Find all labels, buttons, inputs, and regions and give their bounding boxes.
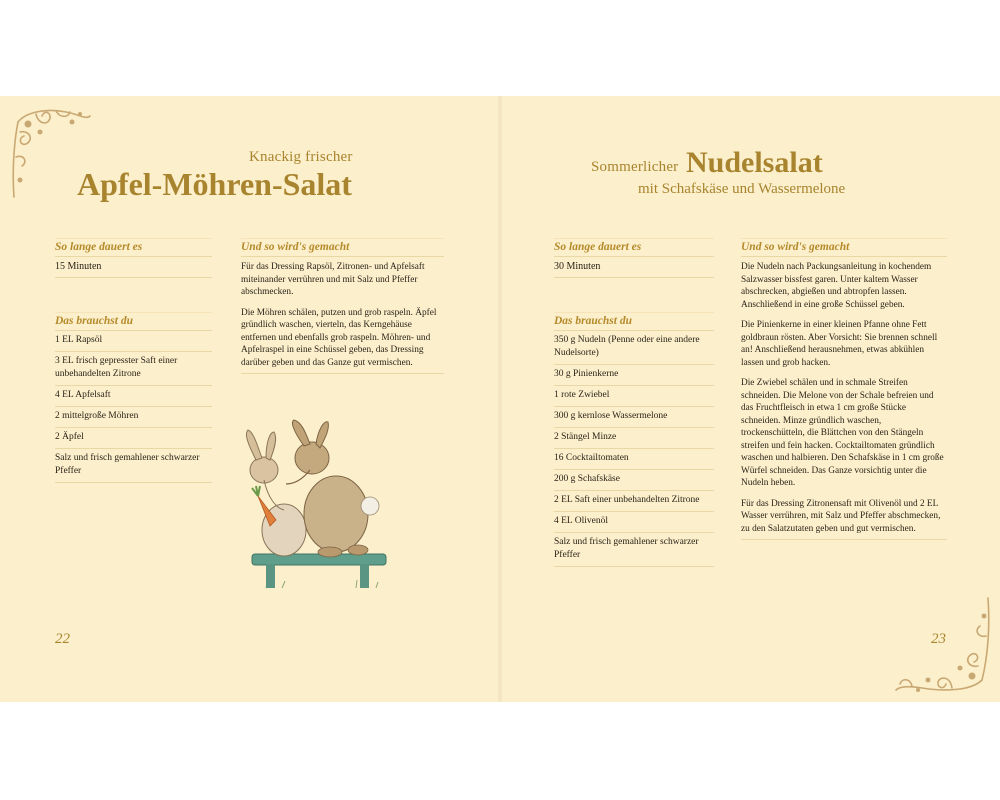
left-page-number: 22 <box>55 631 70 647</box>
ingredient-item: 4 EL Olivenöl <box>554 512 714 533</box>
ingredient-item: 16 Cocktailtomaten <box>554 449 714 470</box>
ingredient-item: 1 EL Rapsöl <box>55 331 212 352</box>
left-time-value: 15 Minuten <box>55 257 212 278</box>
left-ingredients-heading: Das brauchst du <box>55 312 212 331</box>
ingredient-item: 2 Äpfel <box>55 428 212 449</box>
book-gutter <box>497 96 503 702</box>
floral-corner-ornament-bottom-right <box>892 596 996 700</box>
right-info-column <box>554 238 714 567</box>
step-paragraph: Für das Dressing Zitronensaft mit Olivenöl und 2 EL Wasser verrühren, mit Salz und Pfeffer abschmecken, zu den Salatzutaten geben und gut vermischen. <box>741 498 941 534</box>
ingredient-item: 2 EL Saft einer unbehandelten Zitrone <box>554 491 714 512</box>
ingredient-item: 350 g Nudeln (Penne oder eine andere Nudelsorte) <box>554 331 714 365</box>
right-time-heading: So lange dauert es <box>554 238 714 257</box>
ingredient-item: 3 EL frisch gepresster Saft einer unbehandelten Zitrone <box>55 352 212 386</box>
ingredient-item: 4 EL Apfelsaft <box>55 386 212 407</box>
left-time-heading: So lange dauert es <box>55 238 212 257</box>
left-title: Apfel-Möhren-Salat <box>77 166 352 202</box>
right-page-number: 23 <box>931 631 946 647</box>
left-kicker: Knackig frischer <box>249 149 353 165</box>
ingredient-item: 2 mittelgroße Möhren <box>55 407 212 428</box>
right-steps <box>741 257 947 540</box>
rabbits-on-bench-illustration <box>236 418 392 594</box>
step-paragraph: Die Pinienkerne in einer kleinen Pfanne ohne Fett goldbraun rösten. Aber Vorsicht: Sie brennen schnell an! Anschließend herausnehmen, etwas abkühlen lassen und grob hacken. <box>741 320 938 368</box>
left-info-column <box>55 238 212 483</box>
right-steps-heading: Und so wird's gemacht <box>741 238 947 257</box>
ingredient-item: 30 g Pinienkerne <box>554 365 714 386</box>
right-ingredients-heading: Das brauchst du <box>554 312 714 331</box>
ingredient-item: Salz und frisch gemahlener schwarzer Pfeffer <box>554 533 714 567</box>
ingredient-item: 300 g kernlose Wassermelone <box>554 407 714 428</box>
left-steps <box>241 257 444 374</box>
ingredient-item: 200 g Schafskäse <box>554 470 714 491</box>
book-spread <box>0 96 1000 702</box>
step-paragraph: Die Zwiebel schälen und in schmale Streifen schneiden. Die Melone von der Schale befreien und das Fruchtfleisch in etwa 1 cm große Stücke schneiden. Minze gründlich waschen, trockenschütteln, die Blättchen von den Stängeln streifen und fein hacken. Cocktailtomaten gründlich waschen und halbieren. Den Schafskäse in 1 cm große Würfel schneiden. Das Ganze vorsichtig unter die Nudeln heben. <box>741 378 944 488</box>
ingredient-item: 1 rote Zwiebel <box>554 386 714 407</box>
right-time-value: 30 Minuten <box>554 257 714 278</box>
right-kicker: Sommerlicher <box>591 159 679 175</box>
step-paragraph: Die Möhren schälen, putzen und grob raspeln. Äpfel gründlich waschen, vierteln, das Kerngehäuse entfernen und ebenfalls grob raspeln. Möhren- und Apfelraspel in eine Schüssel geben, das Dressing darüber geben und das Ganze gut vermischen. <box>241 307 437 368</box>
right-steps-column <box>741 238 947 540</box>
left-ingredients-list <box>55 331 212 483</box>
ingredient-item: Salz und frisch gemahlener schwarzer Pfeffer <box>55 449 212 483</box>
step-paragraph: Die Nudeln nach Packungsanleitung in kochendem Salzwasser bissfest garen. Unter kaltem Wasser abschrecken, abgießen und abtropfen lassen. Anschließend in eine große Schüssel geben. <box>741 262 932 310</box>
ingredient-item: 2 Stängel Minze <box>554 428 714 449</box>
left-steps-column <box>241 238 444 374</box>
right-title: Nudelsalat <box>686 146 823 179</box>
step-paragraph: Für das Dressing Rapsöl, Zitronen- und Apfelsaft miteinander verrühren und mit Salz und Pfeffer abschmecken. <box>241 262 425 297</box>
right-ingredients-list <box>554 331 714 567</box>
right-subtitle: mit Schafskäse und Wassermelone <box>638 181 846 197</box>
left-steps-heading: Und so wird's gemacht <box>241 238 444 257</box>
